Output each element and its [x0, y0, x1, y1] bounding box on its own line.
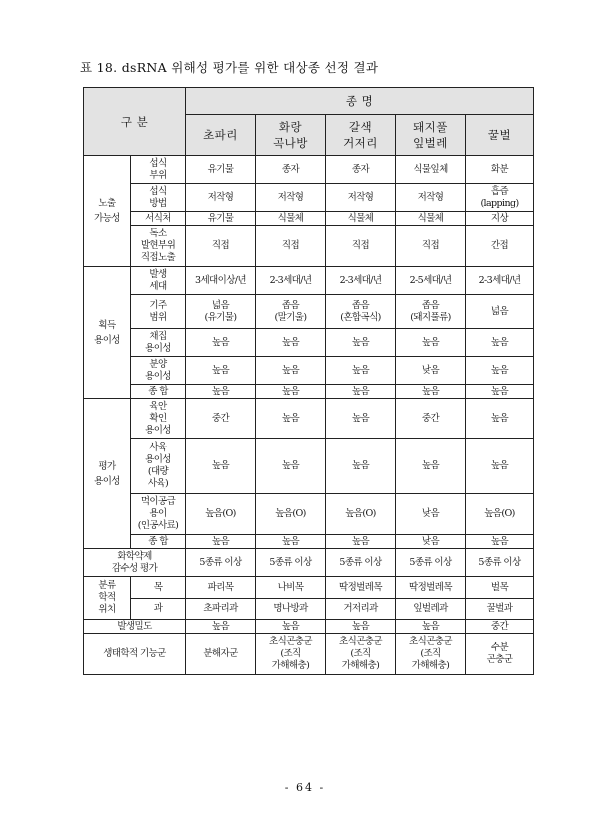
table-cell: 높음: [466, 329, 534, 357]
table-cell: 거저리과: [326, 599, 396, 620]
row-label: 종 합: [131, 385, 186, 399]
table-cell: 5종류 이상: [326, 549, 396, 577]
table-cell: 5종류 이상: [396, 549, 466, 577]
table-cell: 간접: [466, 226, 534, 267]
table-cell: 나비목: [256, 577, 326, 599]
row-label: 목: [131, 577, 186, 599]
table-cell: 높음: [396, 329, 466, 357]
table-cell: 높음: [326, 399, 396, 439]
table-cell: 명나방과: [256, 599, 326, 620]
table-cell: 5종류 이상: [256, 549, 326, 577]
table-cell: 높음: [396, 385, 466, 399]
row-label: 기주 범위: [131, 295, 186, 329]
table-cell: 잎벌레과: [396, 599, 466, 620]
table-cell: 딱정벌레목: [396, 577, 466, 599]
table-cell: 5종류 이상: [466, 549, 534, 577]
header-species: 화랑 곡나방: [256, 115, 326, 156]
table-caption: 표 18. dsRNA 위해성 평가를 위한 대상종 선정 결과: [80, 60, 379, 75]
table-cell: 유기물: [186, 212, 256, 226]
species-selection-table: [83, 87, 534, 675]
header-species: 꿀벌: [466, 115, 534, 156]
table-cell: 수분 곤충군: [466, 634, 534, 675]
table-cell: 직접: [326, 226, 396, 267]
table-cell: 딱정벌레목: [326, 577, 396, 599]
table-cell: 높음: [466, 385, 534, 399]
table-cell: 직접: [256, 226, 326, 267]
table-cell: 높음: [186, 385, 256, 399]
table-cell: 좁음 (말기울): [256, 295, 326, 329]
row-label: 분양 용이성: [131, 357, 186, 385]
table-cell: 5종류 이상: [186, 549, 256, 577]
table-cell: 높음: [396, 620, 466, 634]
table-cell: 높음: [256, 535, 326, 549]
row-label: 사육 용이성 (대량 사육): [131, 439, 186, 494]
table-cell: 종자: [256, 156, 326, 184]
table-cell: 2-3세대/년: [466, 267, 534, 295]
table-cell: 높음: [186, 439, 256, 494]
table-cell: 저작형: [326, 184, 396, 212]
table-cell: 높음: [466, 535, 534, 549]
table-cell: 직접: [396, 226, 466, 267]
table-cell: 식물체: [396, 212, 466, 226]
table-cell: 높음(O): [186, 494, 256, 535]
table-cell: 높음: [256, 385, 326, 399]
table-cell: 분해자군: [186, 634, 256, 675]
table-cell: 높음: [256, 439, 326, 494]
table-cell: 높음: [256, 357, 326, 385]
table-cell: 낮음: [396, 535, 466, 549]
table-cell: 높음(O): [256, 494, 326, 535]
row-label: 발생밀도: [84, 620, 186, 634]
row-label: 채집 용이성: [131, 329, 186, 357]
table-cell: 높음: [326, 439, 396, 494]
table-cell: 초식곤충군 (조직 가해해충): [326, 634, 396, 675]
table-cell: 넓음 (유기물): [186, 295, 256, 329]
row-label: 육안 확인 용이성: [131, 399, 186, 439]
table-cell: 높음: [326, 385, 396, 399]
table-cell: 높음: [326, 620, 396, 634]
table-cell: 좁음 (돼지풀류): [396, 295, 466, 329]
table-cell: 높음: [326, 329, 396, 357]
table-cell: 높음: [326, 535, 396, 549]
table-cell: 높음: [256, 329, 326, 357]
table-cell: 식물잎체: [396, 156, 466, 184]
table-cell: 높음: [186, 620, 256, 634]
table-cell: 저작형: [256, 184, 326, 212]
table-cell: 2-3세대/년: [326, 267, 396, 295]
table-cell: 중간: [466, 620, 534, 634]
row-label: 생태학적 기능군: [84, 634, 186, 675]
table-cell: 2-3세대/년: [256, 267, 326, 295]
table-cell: 중간: [396, 399, 466, 439]
row-label: 화학약제 감수성 평가: [84, 549, 186, 577]
header-category: 구 분: [84, 88, 186, 156]
table-cell: 높음: [466, 439, 534, 494]
table-cell: 높음: [396, 439, 466, 494]
table-cell: 높음: [186, 535, 256, 549]
row-label: 섭식 방법: [131, 184, 186, 212]
table-cell: 화분: [466, 156, 534, 184]
table-cell: 낮음: [396, 357, 466, 385]
table-cell: 저작형: [396, 184, 466, 212]
page-number: - 64 -: [284, 781, 326, 794]
table-cell: 지상: [466, 212, 534, 226]
table-cell: 높음: [186, 329, 256, 357]
table-cell: 2-5세대/년: [396, 267, 466, 295]
table-cell: 높음: [256, 620, 326, 634]
row-label: 서식처: [131, 212, 186, 226]
table-cell: 3세대이상/년: [186, 267, 256, 295]
table-cell: 유기물: [186, 156, 256, 184]
table-cell: 높음: [186, 357, 256, 385]
table-cell: 초식곤충군 (조직 가해해충): [256, 634, 326, 675]
group-classification: 분류 학적 위치: [84, 577, 131, 620]
table-cell: 높음: [256, 399, 326, 439]
header-species: 돼지풀 잎벌레: [396, 115, 466, 156]
table-cell: 저작형: [186, 184, 256, 212]
row-label: 독소 발현부위 직접노출: [131, 226, 186, 267]
table-cell: 종자: [326, 156, 396, 184]
table-cell: 직접: [186, 226, 256, 267]
table-cell: 높음: [466, 399, 534, 439]
table-cell: 높음(O): [466, 494, 534, 535]
table-cell: 높음: [326, 357, 396, 385]
table-cell: 파리목: [186, 577, 256, 599]
table-cell: 식물체: [326, 212, 396, 226]
table-cell: 꿀벌과: [466, 599, 534, 620]
header-species: 초파리: [186, 115, 256, 156]
table-cell: 좁음 (혼합곡식): [326, 295, 396, 329]
table-cell: 초식곤충군 (조직 가해해충): [396, 634, 466, 675]
row-label: 과: [131, 599, 186, 620]
table-cell: 벌목: [466, 577, 534, 599]
header-species: 갈색 거저리: [326, 115, 396, 156]
group-exposure: 노출 가능성: [84, 156, 131, 267]
table-cell: 넓음: [466, 295, 534, 329]
group-acquisition: 획득 용이성: [84, 267, 131, 399]
table-cell: 중간: [186, 399, 256, 439]
header-species-group: 종 명: [186, 88, 534, 115]
row-label: 발생 세대: [131, 267, 186, 295]
table-cell: 낮음: [396, 494, 466, 535]
row-label: 먹이공급 용이 (인공사료): [131, 494, 186, 535]
table-cell: 식물체: [256, 212, 326, 226]
row-label: 종 합: [131, 535, 186, 549]
table-cell: 높음(O): [326, 494, 396, 535]
table-cell: 높음: [466, 357, 534, 385]
table-cell: 초파리과: [186, 599, 256, 620]
group-evaluation: 평가 용이성: [84, 399, 131, 549]
row-label: 섭식 부위: [131, 156, 186, 184]
table-cell: 흡즙 (lapping): [466, 184, 534, 212]
